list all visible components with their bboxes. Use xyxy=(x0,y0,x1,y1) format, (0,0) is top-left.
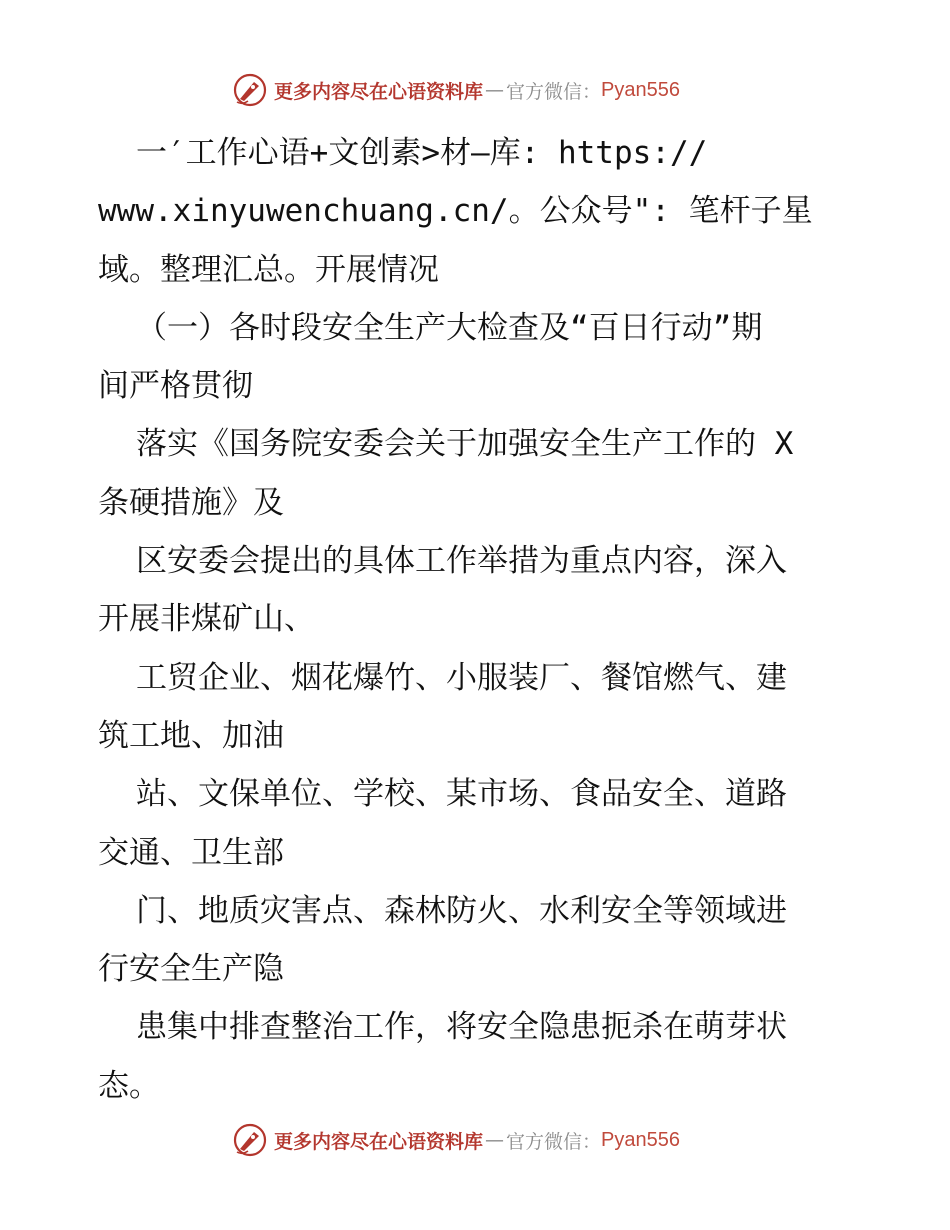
text-line: 行安全生产隐 xyxy=(98,951,284,988)
text-line: （一）各时段安全生产大检查及“百日行动”期 xyxy=(136,309,763,346)
footer-watermark-banner xyxy=(232,1120,680,1160)
banner-dash: — xyxy=(485,79,505,101)
text-line: 区安委会提出的具体工作举措为重点内容，深入 xyxy=(136,543,787,580)
banner-wechat-id: Pyan556 xyxy=(601,78,680,101)
text-line: 站、文保单位、学校、某市场、食品安全、道路 xyxy=(136,776,787,813)
banner-title: 更多内容尽在心语资料库 xyxy=(274,1130,484,1153)
banner-title: 更多内容尽在心语资料库 xyxy=(274,80,484,103)
text-line: 开展非煤矿山、 xyxy=(98,601,315,638)
text-line: 患集中排查整治工作，将安全隐患扼杀在萌芽状 xyxy=(136,1009,787,1046)
text-line: 域。整理汇总。开展情况 xyxy=(98,251,439,288)
text-line: www.xinyuwenchuang.cn/。公众号": 笔杆子星 xyxy=(98,193,813,230)
text-line: 态。 xyxy=(98,1067,160,1104)
text-line: 工贸企业、烟花爆竹、小服装厂、餐馆燃气、建 xyxy=(136,659,787,696)
banner-official-label: 官方微信： xyxy=(506,1130,602,1153)
pen-nib-circle-icon xyxy=(232,1122,268,1158)
banner-dash: — xyxy=(485,1129,505,1151)
text-line: 交通、卫生部 xyxy=(98,834,284,871)
text-line: 门、地质灾害点、森林防火、水利安全等领域进 xyxy=(136,892,787,929)
banner-official-label: 官方微信： xyxy=(506,80,602,103)
text-line: 落实《国务院安委会关于加强安全生产工作的 X xyxy=(136,426,794,463)
text-line: 筑工地、加油 xyxy=(98,717,284,754)
text-line: 间严格贯彻 xyxy=(98,368,253,405)
header-watermark-banner xyxy=(232,70,680,110)
pen-nib-circle-icon xyxy=(232,72,268,108)
text-line: 条硬措施》及 xyxy=(98,484,284,521)
body-text xyxy=(98,124,858,1115)
banner-wechat-id: Pyan556 xyxy=(601,1128,680,1151)
text-line: 一′工作心语+文创素>材—库: https:// xyxy=(136,135,708,171)
